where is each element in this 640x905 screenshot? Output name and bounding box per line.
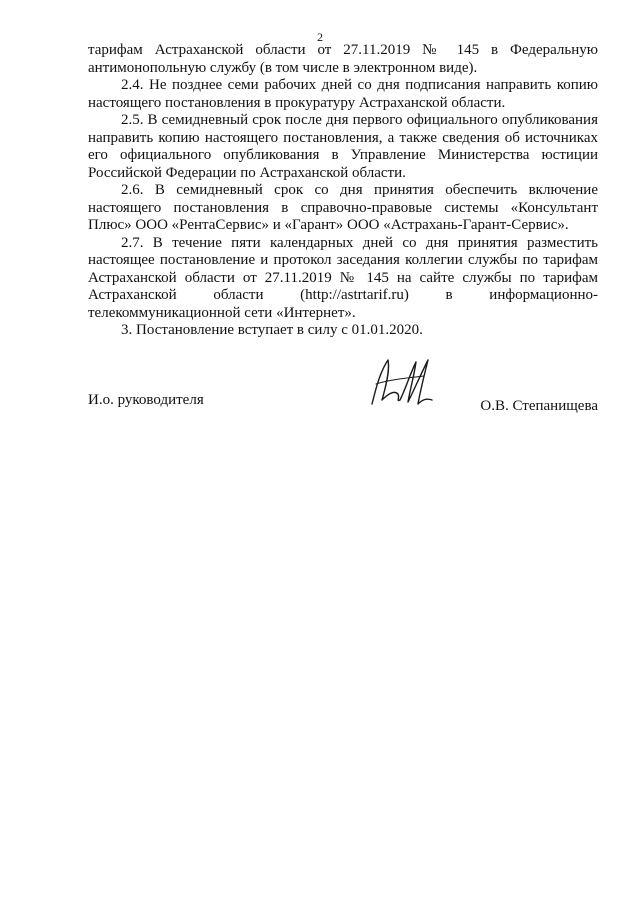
signatory-position: И.о. руководителя (88, 392, 204, 408)
paragraph-2-6: 2.6. В семидневный срок со дня принятия обеспечить включение настоящего постановления в справочно-правовые системы «Консультант Плюс» ООО «РентаСервис» и «Гарант» ООО «Астрахань-Гарант-Сервис». (88, 182, 598, 233)
document-body (88, 42, 598, 340)
paragraph-continuation: тарифам Астраханской области от 27.11.2019 № 145 в Федеральную антимонопольную службу (в том числе в электронном виде). (88, 42, 598, 76)
signature-block (88, 392, 598, 422)
paragraph-2-7: 2.7. В течение пяти календарных дней со дня принятия разместить настоящее постановление и протокол заседания коллегии службы по тарифам Астраханской области от 27.11.2019 № 145 на сайте службы по тарифам Астраханской области (http://astrtarif.ru) в информационно-телекоммуникационной сети «Интернет». (88, 234, 598, 321)
paragraph-2-4: 2.4. Не позднее семи рабочих дней со дня подписания направить копию настоящего постановления в прокуратуру Астраханской области. (88, 77, 598, 111)
paragraph-2-5: 2.5. В семидневный срок после дня первого официального опубликования направить копию настоящего постановления, а также сведения об источниках его официального опубликования в Управление Министерства юстиции Российской Федерации по Астраханской области. (88, 112, 598, 181)
paragraph-3: 3. Постановление вступает в силу с 01.01.2020. (121, 322, 423, 338)
signatory-name: О.В. Степанищева (480, 398, 598, 414)
page-number: 2 (317, 30, 323, 44)
